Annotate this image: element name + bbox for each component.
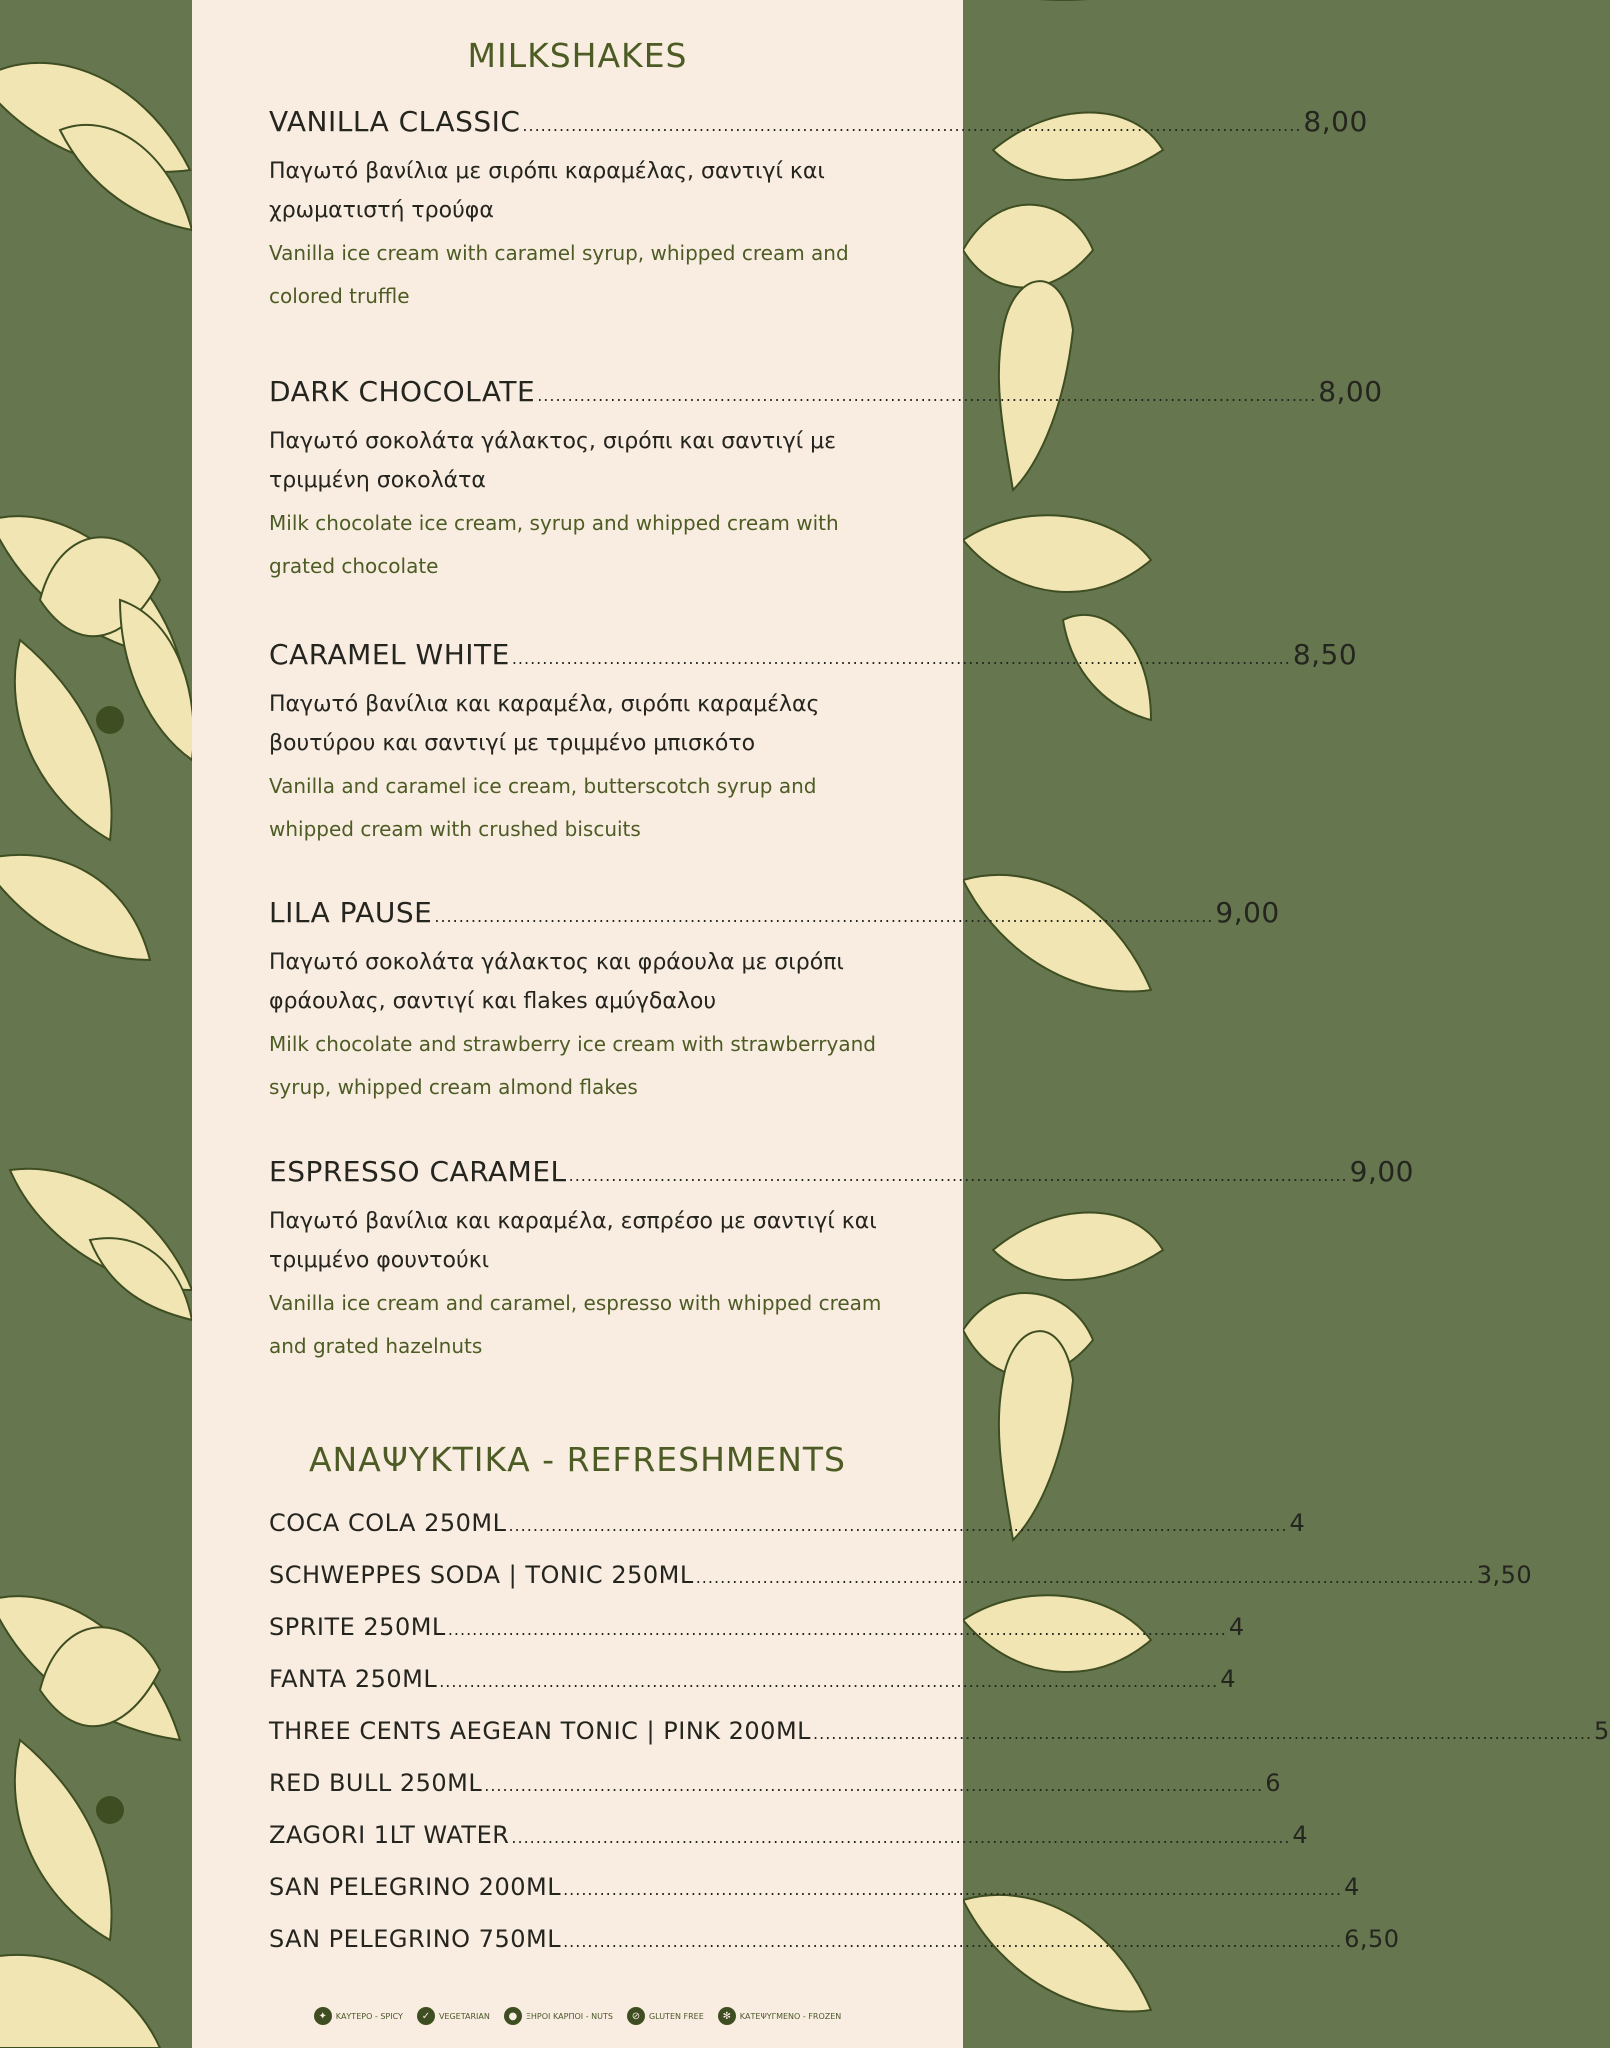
drink-price: 4	[1220, 1665, 1236, 1693]
drink-price: 4	[1292, 1821, 1309, 1849]
item-description-greek: Παγωτό βανίλια και καραμέλα, εσπρέσο με σαντιγί και τριμμένο φουντούκι	[269, 1209, 877, 1273]
menu-item-caramel-white	[269, 637, 1358, 851]
item-header	[269, 637, 1358, 677]
drink-name: SPRITE 250ML	[269, 1613, 446, 1641]
drink-name: COCA COLA 250ML	[269, 1509, 507, 1537]
flower-petal-shape	[15, 1740, 112, 1940]
drink-row	[269, 1871, 1360, 1906]
drink-row	[269, 1663, 1236, 1698]
drink-price: 4	[1228, 1613, 1245, 1641]
drink-name: FANTA 250ML	[269, 1665, 438, 1693]
leaf-shape	[993, 1213, 1163, 1281]
menu-item-espresso-caramel	[269, 1154, 1414, 1368]
item-price: 8,50	[1292, 638, 1358, 671]
item-description-english: Vanilla and caramel ice cream, butterscotch syrup and whipped cream with crushed biscuits	[269, 774, 817, 841]
dot-leader: ................................................................................................................................	[511, 649, 1291, 668]
drink-price: 5	[1594, 1717, 1610, 1745]
legend-item-frozen	[718, 2007, 842, 2025]
drink-price: 6	[1265, 1769, 1282, 1797]
dot-leader: ................................................................................................................................	[695, 1568, 1475, 1587]
legend-label: ΞΗΡΟΙ ΚΑΡΠΟΙ - NUTS	[525, 2011, 613, 2021]
drink-name: SAN PELEGRINO 200ML	[269, 1873, 562, 1901]
item-header	[269, 895, 1280, 935]
drink-price: 4	[1344, 1873, 1360, 1901]
dot-leader: ................................................................................................................................	[568, 1166, 1348, 1185]
drink-row	[269, 1715, 1610, 1750]
drink-price: 4	[1289, 1509, 1306, 1537]
dietary-legend	[192, 2004, 963, 2028]
item-description-greek: Παγωτό σοκολάτα γάλακτος, σιρόπι και σαντιγί με τριμμένη σοκολάτα	[269, 429, 837, 493]
leaf-shape	[963, 205, 1093, 288]
dot-leader: ................................................................................................................................	[484, 1776, 1264, 1795]
floral-pattern-left	[0, 0, 192, 2048]
item-header	[269, 104, 1368, 144]
milkshakes-title: MILKSHAKES	[467, 36, 688, 75]
drink-row	[269, 1923, 1400, 1958]
item-description-greek: Παγωτό βανίλια με σιρόπι καραμέλας, σαντιγί και χρωματιστή τρούφα	[269, 159, 825, 223]
menu-item-dark-chocolate	[269, 374, 1383, 588]
drink-name: THREE CENTS AEGEAN TONIC | PINK 200ML	[269, 1717, 812, 1745]
drink-name: ZAGORI 1LT WATER	[269, 1821, 510, 1849]
item-description-greek: Παγωτό βανίλια και καραμέλα, σιρόπι καραμέλας βουτύρου και σαντιγί με τριμμένο μπισκότο	[269, 692, 820, 756]
chili-icon: ✦	[314, 2007, 332, 2025]
item-price: 8,00	[1303, 105, 1368, 138]
item-name: LILA PAUSE	[269, 896, 433, 929]
legend-label: ΚΑΥΤΕΡΟ - SPICY	[335, 2011, 403, 2021]
legend-item-vegetarian	[417, 2007, 490, 2025]
menu-item-vanilla-classic	[269, 104, 1368, 318]
dot-leader: ................................................................................................................................	[522, 116, 1302, 135]
item-name: VANILLA CLASSIC	[269, 105, 521, 138]
item-header	[269, 1154, 1414, 1194]
item-price: 9,00	[1215, 896, 1280, 929]
dot-leader: ................................................................................................................................	[439, 1672, 1219, 1691]
item-description-english: Milk chocolate and strawberry ice cream with strawberryand syrup, whipped cream almond flakes	[269, 1032, 876, 1099]
flower-petal-shape	[120, 600, 194, 760]
dot-leader: ................................................................................................................................	[537, 386, 1317, 405]
drink-row	[269, 1507, 1306, 1542]
item-name: DARK CHOCOLATE	[269, 375, 536, 408]
drink-row	[269, 1611, 1245, 1646]
leaf-shape	[0, 855, 150, 960]
legend-item-spicy	[314, 2007, 403, 2025]
leaf-shape	[0, 1955, 160, 2048]
item-price: 9,00	[1349, 1155, 1414, 1188]
dot-leader: ................................................................................................................................	[563, 1880, 1343, 1899]
item-description-greek: Παγωτό σοκολάτα γάλακτος και φράουλα με σιρόπι φράουλας, σαντιγί και flakes αμύγδαλου	[269, 950, 844, 1014]
legend-item-gluten-free	[627, 2007, 704, 2025]
item-description-english: Milk chocolate ice cream, syrup and whipped cream with grated chocolate	[269, 511, 839, 578]
item-name: ESPRESSO CARAMEL	[269, 1155, 567, 1188]
dot-leader: ................................................................................................................................	[447, 1620, 1227, 1639]
flower-center-shape	[96, 706, 124, 734]
gluten-free-icon: ⊘	[627, 2007, 645, 2025]
drink-name: SCHWEPPES SODA | TONIC 250ML	[269, 1561, 694, 1589]
item-price: 8,00	[1318, 375, 1383, 408]
leaf-shape	[90, 1238, 192, 1320]
dot-leader: ................................................................................................................................	[563, 1932, 1343, 1951]
frozen-icon: ✻	[718, 2007, 736, 2025]
drink-price: 6,50	[1344, 1925, 1400, 1953]
item-description-english: Vanilla ice cream with caramel syrup, whipped cream and colored truffle	[269, 241, 849, 308]
leaf-shape	[963, 515, 1151, 592]
drink-name: SAN PELEGRINO 750ML	[269, 1925, 562, 1953]
legend-label: VEGETARIAN	[438, 2011, 490, 2021]
menu-item-lila-pause	[269, 895, 1280, 1109]
menu-page	[192, 0, 1610, 2048]
item-description-english: Vanilla ice cream and caramel, espresso with whipped cream and grated hazelnuts	[269, 1291, 882, 1358]
flower-bud-shape	[999, 1331, 1073, 1540]
nut-icon: ●	[504, 2007, 522, 2025]
drink-price: 3,50	[1476, 1561, 1533, 1589]
flower-center-shape	[96, 1796, 124, 1824]
vegetarian-icon: ✓	[417, 2007, 435, 2025]
drink-row	[269, 1767, 1282, 1802]
drink-name: RED BULL 250ML	[269, 1769, 483, 1797]
dot-leader: ................................................................................................................................	[813, 1724, 1593, 1743]
legend-label: GLUTEN FREE	[648, 2011, 704, 2021]
item-name: CARAMEL WHITE	[269, 638, 510, 671]
drink-row	[269, 1819, 1309, 1854]
drink-row	[269, 1559, 1533, 1594]
legend-label: ΚΑΤΕΨΥΓΜΕΝΟ - FROZEN	[739, 2011, 842, 2021]
dot-leader: ................................................................................................................................	[511, 1828, 1291, 1847]
left-floral-panel	[0, 0, 192, 2048]
legend-item-nuts	[504, 2007, 613, 2025]
item-header	[269, 374, 1383, 414]
dot-leader: ................................................................................................................................	[434, 907, 1214, 926]
refreshments-title: ΑΝΑΨΥΚΤΙΚΑ - REFRESHMENTS	[308, 1440, 846, 1479]
flower-petal-shape	[15, 640, 112, 840]
dot-leader: ................................................................................................................................	[508, 1516, 1288, 1535]
